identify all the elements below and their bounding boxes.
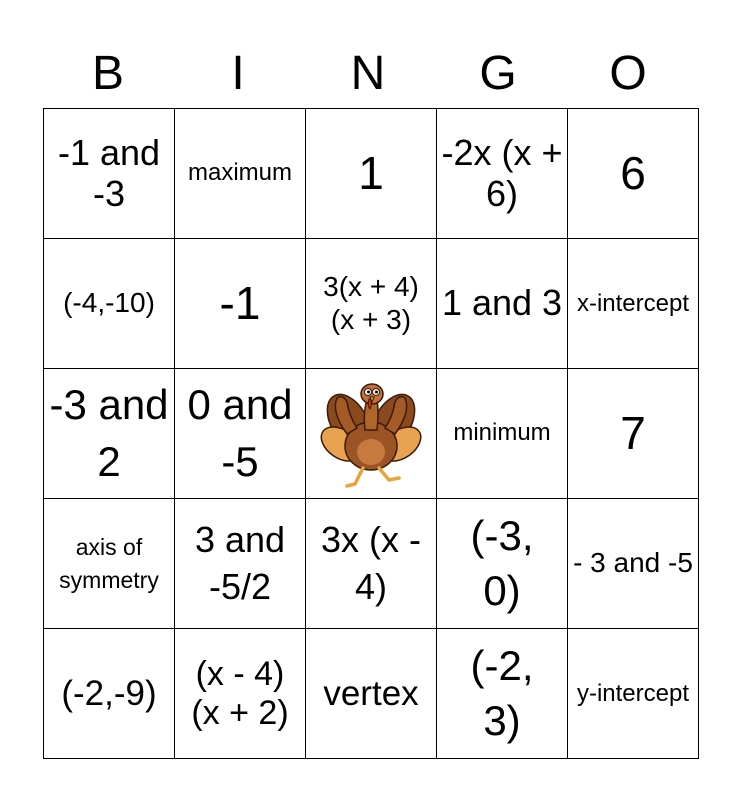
cell-text: (x - 4) (x + 2)	[191, 655, 289, 732]
board-row-1	[44, 109, 699, 239]
bingo-cell[interactable]	[175, 629, 306, 759]
cell-text: 3 and -5/2	[194, 518, 286, 607]
bingo-cell[interactable]	[568, 629, 699, 759]
bingo-cell[interactable]	[306, 239, 437, 369]
bingo-cell[interactable]	[175, 109, 306, 239]
cell-text: -3 and 2	[49, 380, 169, 485]
bingo-cell[interactable]	[306, 499, 437, 629]
header-letter-i: I	[231, 47, 245, 100]
bingo-cell[interactable]	[568, 369, 699, 499]
cell-text: -1 and -3	[57, 132, 161, 214]
board-row-2	[44, 239, 699, 369]
header-letter-o: O	[609, 47, 647, 100]
bingo-cell[interactable]	[44, 499, 175, 629]
header-letter-g: G	[479, 47, 517, 100]
bingo-cell[interactable]	[175, 239, 306, 369]
board-row-5	[44, 629, 699, 759]
bingo-cell[interactable]	[437, 499, 568, 629]
cell-text: minimum	[453, 419, 551, 447]
bingo-cell[interactable]	[44, 239, 175, 369]
turkey-icon	[309, 372, 433, 496]
cell-text: vertex	[323, 673, 419, 713]
header-letter-n: N	[350, 47, 386, 100]
cell-text: -1	[219, 276, 261, 329]
cell-text: - 3 and -5	[573, 547, 693, 579]
bingo-header	[43, 40, 693, 108]
cell-text: 6	[620, 146, 646, 199]
cell-text: x-intercept	[576, 289, 690, 317]
bingo-cell[interactable]	[568, 239, 699, 369]
bingo-cell[interactable]	[437, 369, 568, 499]
cell-text: (-3, 0)	[470, 511, 534, 614]
board-row-3	[44, 369, 699, 499]
bingo-cell[interactable]	[437, 109, 568, 239]
cell-text: (-4,-10)	[63, 287, 155, 319]
cell-text: y-intercept	[576, 679, 690, 707]
cell-text: 7	[620, 406, 646, 459]
cell-text: 1	[358, 146, 384, 199]
cell-text: 3x (x - 4)	[320, 518, 421, 607]
cell-text: (-2, 3)	[470, 641, 534, 744]
bingo-cell[interactable]	[175, 499, 306, 629]
bingo-cell[interactable]	[44, 109, 175, 239]
bingo-cell[interactable]	[44, 629, 175, 759]
bingo-cell[interactable]	[306, 629, 437, 759]
cell-text: 1 and 3	[441, 282, 563, 324]
bingo-cell[interactable]	[437, 239, 568, 369]
bingo-cell[interactable]	[568, 109, 699, 239]
cell-text: maximum	[187, 159, 292, 187]
bingo-cell[interactable]	[175, 369, 306, 499]
bingo-cell[interactable]	[44, 369, 175, 499]
bingo-cell[interactable]	[568, 499, 699, 629]
header-letter-b: B	[91, 47, 124, 100]
bingo-board	[43, 108, 699, 759]
cell-text: (-2,-9)	[61, 673, 157, 713]
bingo-cell[interactable]	[437, 629, 568, 759]
cell-text: 3(x + 4) (x + 3)	[323, 271, 419, 335]
cell-text: axis of symmetry	[59, 534, 159, 593]
cell-text: 0 and -5	[187, 380, 293, 485]
bingo-cell[interactable]	[306, 109, 437, 239]
cell-text: -2x (x + 6)	[441, 132, 563, 214]
board-row-4	[44, 499, 699, 629]
free-space-cell[interactable]	[306, 369, 437, 499]
